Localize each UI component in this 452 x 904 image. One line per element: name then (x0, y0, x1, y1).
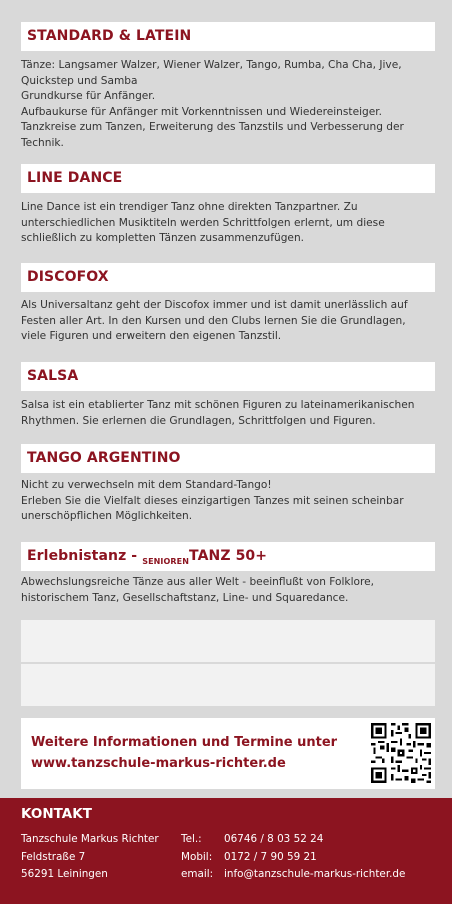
section-title-salsa: SALSA (21, 362, 435, 391)
title-main: Erlebnistanz - (27, 548, 143, 564)
text-line: Tänze: Langsamer Walzer, Wiener Walzer, Tango, Rumba, Cha Cha, Jive, (21, 59, 402, 71)
mobile-link[interactable]: 0172 / 7 90 59 21 (224, 850, 317, 863)
contact-address (21, 831, 159, 884)
title-subscript: SENIOREN (142, 557, 190, 566)
section-title-standard-latein: STANDARD & LATEIN (21, 22, 435, 51)
info-text (31, 732, 337, 774)
contact-label: email: (181, 868, 214, 880)
text-line: Grundkurse für Anfänger. (21, 90, 156, 102)
section-text-line-dance (21, 200, 435, 247)
text-line: Quickstep und Samba (21, 74, 138, 87)
contact-heading: KONTAKT (21, 806, 92, 822)
info-line: Weitere Informationen und Termine unter (31, 735, 338, 750)
contact-footer (0, 798, 452, 904)
address-line: Tanzschule Markus Richter (21, 833, 159, 845)
blank-box-bottom (21, 664, 435, 706)
text-line: Rhythmen. Sie erlernen die Grundlagen, Schrittfolgen und Figuren. (21, 414, 376, 427)
text-line: Als Universaltanz geht der Discofox immer und ist damit unerlässlich auf (21, 299, 408, 311)
text-line: Tanzkreise zum Tanzen, Erweiterung des Tanzstils und Verbesserung der (21, 121, 404, 133)
text-line: viele Figuren und erweitern den eigenen Tanzstil. (21, 330, 282, 342)
contact-label: Mobil: (181, 850, 213, 863)
text-line: Festen aller Art. In den Kursen und den Clubs lernen Sie die Grundlagen, (21, 314, 406, 327)
section-title-line-dance: LINE DANCE (21, 164, 435, 193)
section-text-tango-argentino (21, 478, 435, 525)
title-end: TANZ 50+ (189, 548, 268, 564)
text-line: Erleben Sie die Vielfalt dieses einzigartigen Tanzes mit seinen scheinbar (21, 494, 404, 507)
email-link[interactable]: info@tanzschule-markus-richter.de (224, 868, 406, 880)
text-line: Line Dance ist ein trendiger Tanz ohne direkten Tanzpartner. Zu (21, 201, 358, 213)
text-line: historischem Tanz, Gesellschaftstanz, Line- und Squaredance. (21, 591, 349, 604)
contact-labels (181, 831, 213, 884)
section-text-discofox (21, 298, 435, 345)
text-line: Nicht zu verwechseln mit dem Standard-Tango! (21, 479, 272, 491)
text-line: schließlich zu kompletten Tänzen zusammenzufügen. (21, 232, 305, 244)
blank-box-top (21, 620, 435, 662)
text-line: Salsa ist ein etablierter Tanz mit schönen Figuren zu lateinamerikanischen (21, 399, 415, 411)
text-line: Abwechslungsreiche Tänze aus aller Welt - beeinflußt von Folklore, (21, 576, 374, 588)
address-line: 56291 Leiningen (21, 868, 108, 880)
website-link[interactable]: www.tanzschule-markus-richter.de (31, 756, 286, 771)
address-line: Feldstraße 7 (21, 850, 86, 863)
info-box (21, 718, 435, 789)
text-line: unerschöpflichen Möglichkeiten. (21, 510, 193, 522)
section-title-erlebnistanz (21, 542, 435, 571)
text-line: Technik. (21, 136, 64, 149)
section-text-standard-latein (21, 58, 435, 151)
qr-code-icon[interactable] (369, 721, 433, 785)
section-text-erlebnistanz (21, 575, 435, 606)
contact-label: Tel.: (181, 833, 202, 845)
section-title-tango-argentino: TANGO ARGENTINO (21, 444, 435, 473)
phone-link[interactable]: 06746 / 8 03 52 24 (224, 833, 324, 845)
text-line: Aufbaukurse für Anfänger mit Vorkenntnissen und Wiedereinsteiger. (21, 105, 383, 118)
section-text-salsa (21, 398, 435, 429)
text-line: unterschiedlichen Musiktiteln werden Schrittfolgen erlernt, um diese (21, 216, 385, 229)
contact-values (224, 831, 405, 884)
section-title-discofox: DISCOFOX (21, 263, 435, 292)
